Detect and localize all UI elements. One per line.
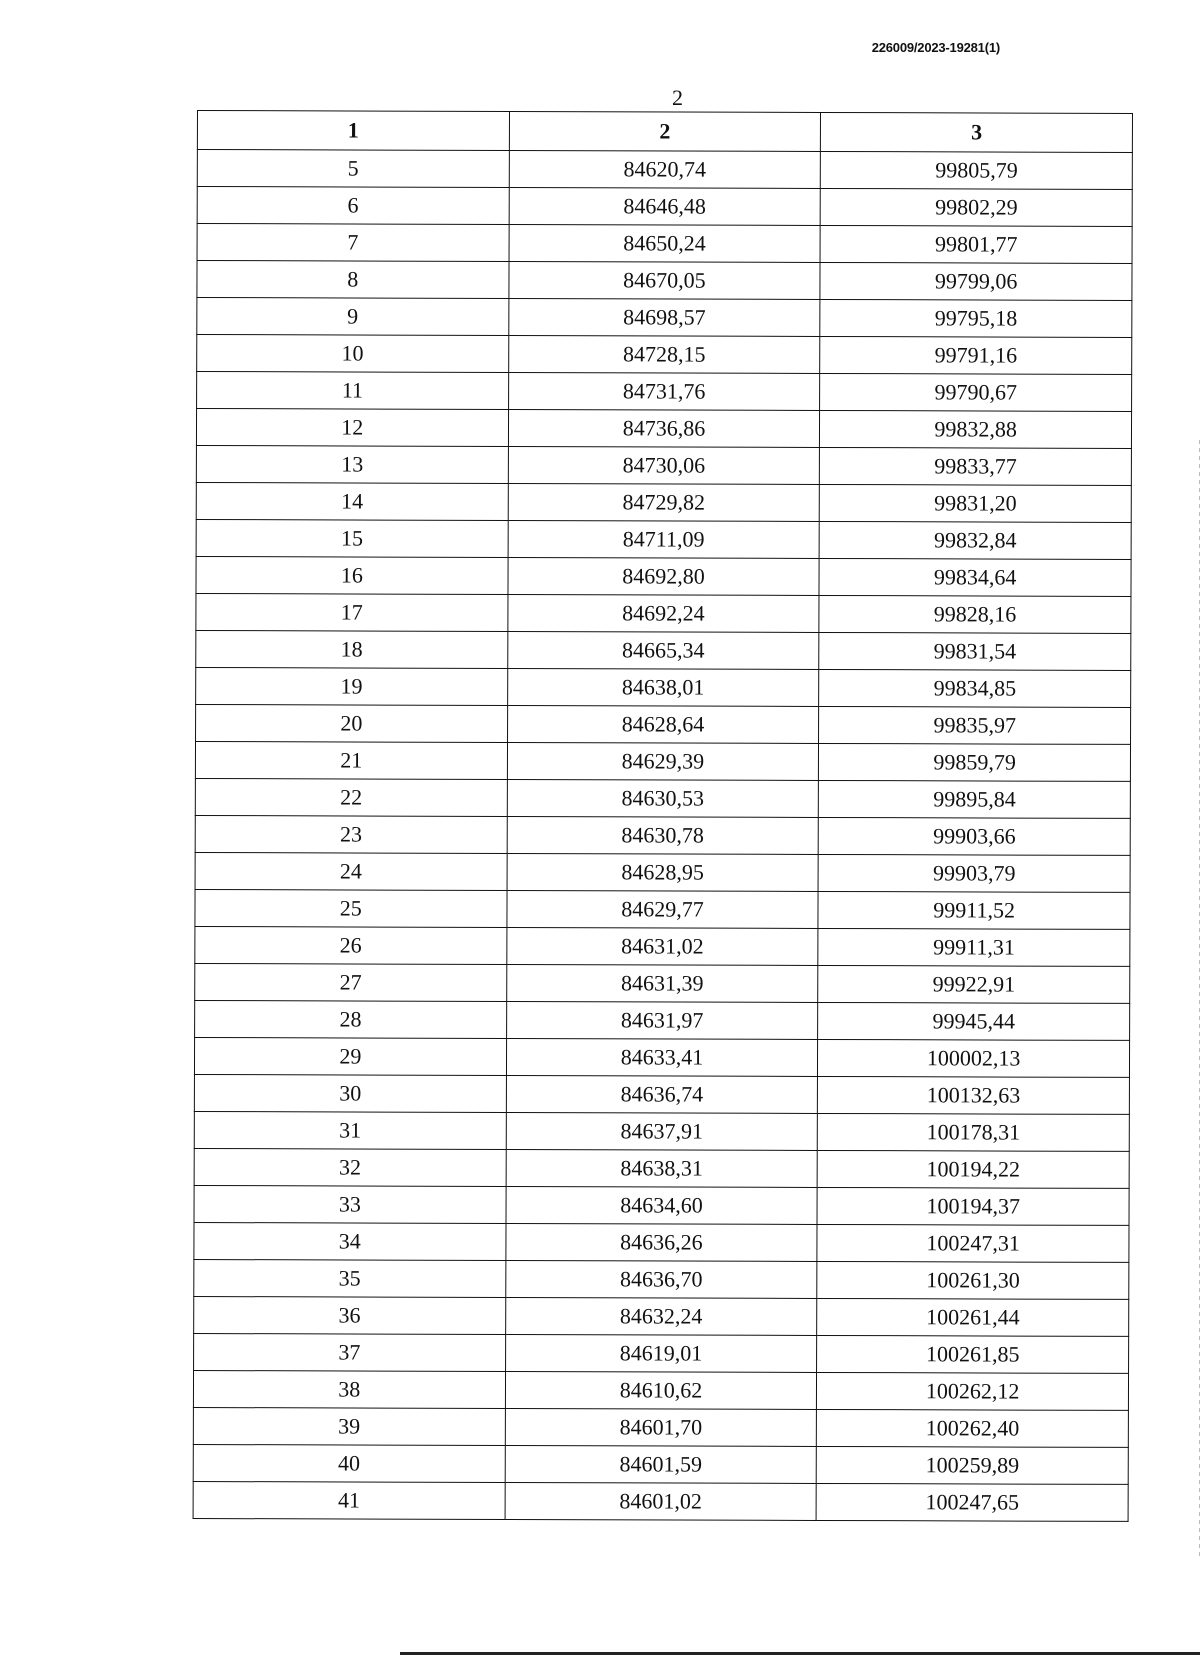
y-coordinate-cell: 100262,12 (817, 1372, 1129, 1410)
x-coordinate-cell: 84601,70 (505, 1408, 817, 1446)
table-row (196, 445, 1131, 485)
point-number-cell: 21 (195, 741, 507, 779)
y-coordinate-cell: 100178,31 (818, 1113, 1130, 1151)
x-coordinate-cell: 84629,77 (507, 890, 819, 928)
table-row (196, 593, 1131, 633)
y-coordinate-cell: 99903,79 (818, 854, 1130, 892)
point-number-cell: 7 (197, 224, 509, 262)
x-coordinate-cell: 84601,59 (505, 1445, 817, 1483)
table-row (197, 224, 1132, 264)
x-coordinate-cell: 84665,34 (507, 631, 819, 669)
point-number-cell: 10 (197, 335, 509, 373)
table-row (197, 298, 1132, 338)
y-coordinate-cell: 99833,77 (820, 447, 1132, 485)
table-row (197, 150, 1132, 190)
table-row (195, 889, 1130, 929)
point-number-cell: 11 (197, 372, 509, 410)
x-coordinate-cell: 84633,41 (506, 1038, 818, 1076)
table-row (193, 1481, 1128, 1521)
point-number-cell: 20 (196, 704, 508, 742)
table-row (193, 1444, 1128, 1484)
x-coordinate-cell: 84728,15 (508, 335, 820, 373)
x-coordinate-cell: 84631,97 (506, 1001, 818, 1039)
x-coordinate-cell: 84692,24 (508, 594, 820, 632)
point-number-cell: 28 (195, 1000, 507, 1038)
y-coordinate-cell: 99831,54 (819, 632, 1131, 670)
point-number-cell: 39 (193, 1407, 505, 1445)
table-row (196, 667, 1131, 707)
document-id: 226009/2023-19281(1) (871, 40, 1000, 55)
table-row (195, 926, 1130, 966)
y-coordinate-cell: 99895,84 (819, 780, 1131, 818)
point-number-cell: 6 (197, 187, 509, 225)
x-coordinate-cell: 84636,26 (506, 1223, 818, 1261)
y-coordinate-cell: 100262,40 (817, 1409, 1129, 1447)
table-row (194, 1222, 1129, 1262)
x-coordinate-cell: 84630,53 (507, 779, 819, 817)
table-row (197, 261, 1132, 301)
table-row (194, 1296, 1129, 1336)
point-number-cell: 32 (194, 1148, 506, 1186)
point-number-cell: 5 (197, 150, 509, 188)
y-coordinate-cell: 100132,63 (818, 1076, 1130, 1114)
point-number-cell: 15 (196, 519, 508, 557)
y-coordinate-cell: 99834,85 (819, 669, 1131, 707)
table-row (194, 1037, 1129, 1077)
table-row (196, 409, 1131, 449)
point-number-cell: 26 (195, 926, 507, 964)
x-coordinate-cell: 84631,39 (506, 964, 818, 1002)
y-coordinate-cell: 99799,06 (820, 262, 1132, 300)
y-coordinate-cell: 100259,89 (817, 1446, 1129, 1484)
x-coordinate-cell: 84631,02 (506, 927, 818, 965)
point-number-cell: 33 (194, 1185, 506, 1223)
y-coordinate-cell: 100261,30 (817, 1261, 1129, 1299)
x-coordinate-cell: 84711,09 (508, 520, 820, 558)
x-coordinate-cell: 84730,06 (508, 446, 820, 484)
x-coordinate-cell: 84638,31 (506, 1149, 818, 1187)
x-coordinate-cell: 84638,01 (507, 668, 819, 706)
y-coordinate-cell: 99828,16 (819, 595, 1131, 633)
y-coordinate-cell: 100194,22 (817, 1150, 1129, 1188)
x-coordinate-cell: 84637,91 (506, 1112, 818, 1150)
column-header-2: 2 (509, 111, 821, 151)
x-coordinate-cell: 84692,80 (508, 557, 820, 595)
point-number-cell: 30 (194, 1074, 506, 1112)
x-coordinate-cell: 84670,05 (509, 261, 821, 299)
table-row (194, 1111, 1129, 1151)
y-coordinate-cell: 99832,88 (820, 410, 1132, 448)
point-number-cell: 14 (196, 482, 508, 520)
page-number: 2 (672, 85, 683, 110)
x-coordinate-cell: 84620,74 (509, 150, 821, 188)
table-row (196, 556, 1131, 596)
y-coordinate-cell: 100261,85 (817, 1335, 1129, 1373)
x-coordinate-cell: 84610,62 (505, 1371, 817, 1409)
y-coordinate-cell: 99903,66 (818, 817, 1130, 855)
point-number-cell: 37 (194, 1333, 506, 1371)
y-coordinate-cell: 99859,79 (819, 743, 1131, 781)
y-coordinate-cell: 99790,67 (820, 373, 1132, 411)
y-coordinate-cell: 100247,31 (817, 1224, 1129, 1262)
point-number-cell: 13 (196, 445, 508, 483)
table-row (197, 335, 1132, 375)
point-number-cell: 17 (196, 593, 508, 631)
y-coordinate-cell: 99791,16 (820, 336, 1132, 374)
point-number-cell: 19 (196, 667, 508, 705)
y-coordinate-cell: 100247,65 (816, 1483, 1128, 1521)
y-coordinate-cell: 99795,18 (820, 299, 1132, 337)
point-number-cell: 24 (195, 852, 507, 890)
point-number-cell: 12 (196, 409, 508, 447)
x-coordinate-cell: 84629,39 (507, 742, 819, 780)
y-coordinate-cell: 100261,44 (817, 1298, 1129, 1336)
y-coordinate-cell: 99802,29 (820, 188, 1132, 226)
point-number-cell: 29 (194, 1037, 506, 1075)
table-row (194, 1333, 1129, 1373)
x-coordinate-cell: 84628,64 (507, 705, 819, 743)
y-coordinate-cell: 99911,31 (818, 928, 1130, 966)
point-number-cell: 27 (195, 963, 507, 1001)
table-row (195, 852, 1130, 892)
x-coordinate-cell: 84729,82 (508, 483, 820, 521)
x-coordinate-cell: 84628,95 (507, 853, 819, 891)
y-coordinate-cell: 99911,52 (818, 891, 1130, 929)
column-header-3: 3 (821, 112, 1133, 152)
y-coordinate-cell: 100194,37 (817, 1187, 1129, 1225)
x-coordinate-cell: 84650,24 (509, 224, 821, 262)
table-row (194, 1185, 1129, 1225)
x-coordinate-cell: 84630,78 (507, 816, 819, 854)
table-row (197, 372, 1132, 412)
y-coordinate-cell: 100002,13 (818, 1039, 1130, 1077)
x-coordinate-cell: 84731,76 (508, 372, 820, 410)
table-row (196, 482, 1131, 522)
table-row (193, 1370, 1128, 1410)
y-coordinate-cell: 99922,91 (818, 965, 1130, 1003)
x-coordinate-cell: 84619,01 (505, 1334, 817, 1372)
table-body (193, 150, 1132, 1522)
x-coordinate-cell: 84646,48 (509, 187, 821, 225)
table-row (194, 1259, 1129, 1299)
y-coordinate-cell: 99832,84 (819, 521, 1131, 559)
point-number-cell: 36 (194, 1296, 506, 1334)
point-number-cell: 25 (195, 889, 507, 927)
coordinates-table-container (193, 110, 1133, 1522)
table-row (195, 963, 1130, 1003)
point-number-cell: 9 (197, 298, 509, 336)
table-row (196, 519, 1131, 559)
point-number-cell: 34 (194, 1222, 506, 1260)
y-coordinate-cell: 99831,20 (820, 484, 1132, 522)
point-number-cell: 18 (196, 630, 508, 668)
table-row (193, 1407, 1128, 1447)
point-number-cell: 23 (195, 815, 507, 853)
point-number-cell: 31 (194, 1111, 506, 1149)
x-coordinate-cell: 84632,24 (505, 1297, 817, 1335)
y-coordinate-cell: 99945,44 (818, 1002, 1130, 1040)
table-row (195, 1000, 1130, 1040)
table-row (195, 778, 1130, 818)
point-number-cell: 41 (193, 1481, 505, 1519)
point-number-cell: 35 (194, 1259, 506, 1297)
y-coordinate-cell: 99801,77 (820, 225, 1132, 263)
point-number-cell: 22 (195, 778, 507, 816)
table-row (195, 741, 1130, 781)
y-coordinate-cell: 99835,97 (819, 706, 1131, 744)
x-coordinate-cell: 84636,74 (506, 1075, 818, 1113)
table-row (197, 187, 1132, 227)
coordinates-table (193, 110, 1133, 1522)
x-coordinate-cell: 84634,60 (506, 1186, 818, 1224)
table-header-row (197, 111, 1132, 153)
column-header-1: 1 (197, 111, 509, 151)
y-coordinate-cell: 99805,79 (821, 151, 1133, 189)
x-coordinate-cell: 84698,57 (508, 298, 820, 336)
table-row (196, 630, 1131, 670)
table-row (195, 815, 1130, 855)
point-number-cell: 16 (196, 556, 508, 594)
y-coordinate-cell: 99834,64 (819, 558, 1131, 596)
table-row (196, 704, 1131, 744)
x-coordinate-cell: 84601,02 (505, 1482, 817, 1520)
point-number-cell: 40 (193, 1444, 505, 1482)
point-number-cell: 38 (193, 1370, 505, 1408)
x-coordinate-cell: 84736,86 (508, 409, 820, 447)
table-row (194, 1074, 1129, 1114)
point-number-cell: 8 (197, 261, 509, 299)
table-row (194, 1148, 1129, 1188)
x-coordinate-cell: 84636,70 (505, 1260, 817, 1298)
